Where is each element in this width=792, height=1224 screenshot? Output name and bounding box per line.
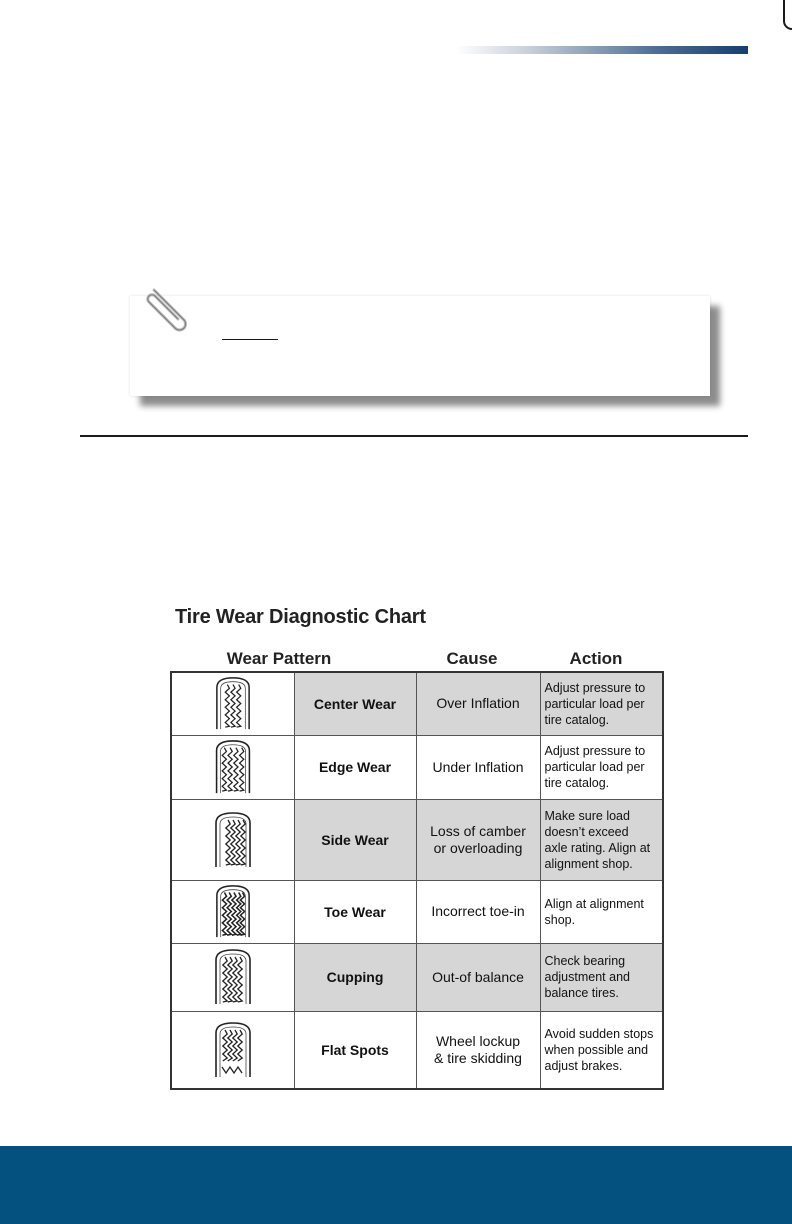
wear-pattern-name: Cupping xyxy=(294,943,416,1011)
section-divider xyxy=(80,435,748,437)
tire-center-wear-icon xyxy=(210,676,256,731)
wear-cause xyxy=(416,1011,540,1089)
wear-pattern-name: Side Wear xyxy=(294,799,416,880)
col-header-action: Action xyxy=(569,649,623,668)
wear-cause-line: Over Inflation xyxy=(436,695,520,712)
wear-pattern-name: Center Wear xyxy=(294,672,416,735)
wear-cause xyxy=(416,735,540,799)
wear-action-line: adjust brakes. xyxy=(544,1058,623,1073)
note-label-underline xyxy=(222,339,278,340)
wear-action-line: adjustment and xyxy=(544,970,630,984)
wear-pattern-icon-cell xyxy=(171,880,294,943)
table-row xyxy=(171,672,663,735)
wear-cause-line: Loss of camber xyxy=(430,822,526,839)
wear-action-line: alignment shop. xyxy=(544,856,633,871)
wear-pattern-icon-cell xyxy=(171,799,294,880)
page-edge-tab xyxy=(783,0,792,1224)
col-header-cause: Cause xyxy=(446,649,498,668)
page-edge-tab-mark xyxy=(783,0,792,30)
wear-pattern-name: Flat Spots xyxy=(294,1011,416,1089)
wear-action-line: Avoid sudden stops xyxy=(544,1026,654,1041)
wear-action xyxy=(540,943,663,1011)
tire-flat-spots-icon xyxy=(210,1021,256,1079)
wear-pattern-icon-cell xyxy=(171,735,294,799)
table-row xyxy=(171,735,663,799)
wear-action-line: Check bearing xyxy=(544,954,626,968)
paperclip-icon xyxy=(140,282,196,338)
wear-cause xyxy=(416,943,540,1011)
wear-action-line: Align at alignment xyxy=(544,896,644,911)
wear-action-line: doesn’t exceed xyxy=(544,824,629,839)
tire-side-wear-icon xyxy=(210,811,256,869)
wear-action-line: shop. xyxy=(544,912,576,927)
wear-action-line: tire catalog. xyxy=(544,712,610,727)
wear-action-line: particular load per xyxy=(544,696,645,711)
wear-action xyxy=(540,735,663,799)
wear-pattern-name: Toe Wear xyxy=(294,880,416,943)
tire-edge-wear-icon xyxy=(210,739,256,795)
wear-action-line: Adjust pressure to xyxy=(544,680,646,695)
wear-action-line: Make sure load xyxy=(544,808,630,823)
wear-pattern-icon-cell xyxy=(171,672,294,735)
footer-band xyxy=(0,1146,792,1224)
wear-cause xyxy=(416,880,540,943)
wear-cause-line: Incorrect toe-in xyxy=(431,903,525,919)
wear-cause-line: Out-of balance xyxy=(432,968,524,985)
wear-cause-line: Wheel lockup xyxy=(435,1032,521,1049)
wear-cause-line: Under Inflation xyxy=(432,758,524,775)
wear-action-line: particular load per xyxy=(544,760,645,774)
header-gradient-rule xyxy=(456,46,748,54)
wear-action xyxy=(540,799,663,880)
chart-title: Tire Wear Diagnostic Chart xyxy=(175,606,426,628)
wear-action-line: tire catalog. xyxy=(544,776,610,790)
table-row xyxy=(171,1011,663,1089)
col-header-wear-pattern: Wear Pattern xyxy=(226,649,332,668)
wear-pattern-icon-cell xyxy=(171,1011,294,1089)
wear-action-line: axle rating. Align at xyxy=(544,840,651,855)
wear-cause xyxy=(416,799,540,880)
wear-action-line: balance tires. xyxy=(544,986,619,1000)
tire-cupping-icon xyxy=(210,948,256,1006)
wear-action xyxy=(540,672,663,735)
note-box xyxy=(130,296,710,396)
table-row xyxy=(171,880,663,943)
tire-toe-wear-icon xyxy=(210,884,256,939)
wear-pattern-icon-cell xyxy=(171,943,294,1011)
wear-cause-line: or overloading xyxy=(433,839,523,856)
wear-action-line: when possible and xyxy=(544,1042,649,1057)
table-row xyxy=(171,799,663,880)
table-row xyxy=(171,943,663,1011)
wear-action-line: Adjust pressure to xyxy=(544,744,646,758)
wear-pattern-name: Edge Wear xyxy=(294,735,416,799)
tire-wear-table xyxy=(170,671,664,1090)
wear-cause-line: & tire skidding xyxy=(434,1049,522,1066)
wear-action xyxy=(540,880,663,943)
wear-cause xyxy=(416,672,540,735)
wear-action xyxy=(540,1011,663,1089)
